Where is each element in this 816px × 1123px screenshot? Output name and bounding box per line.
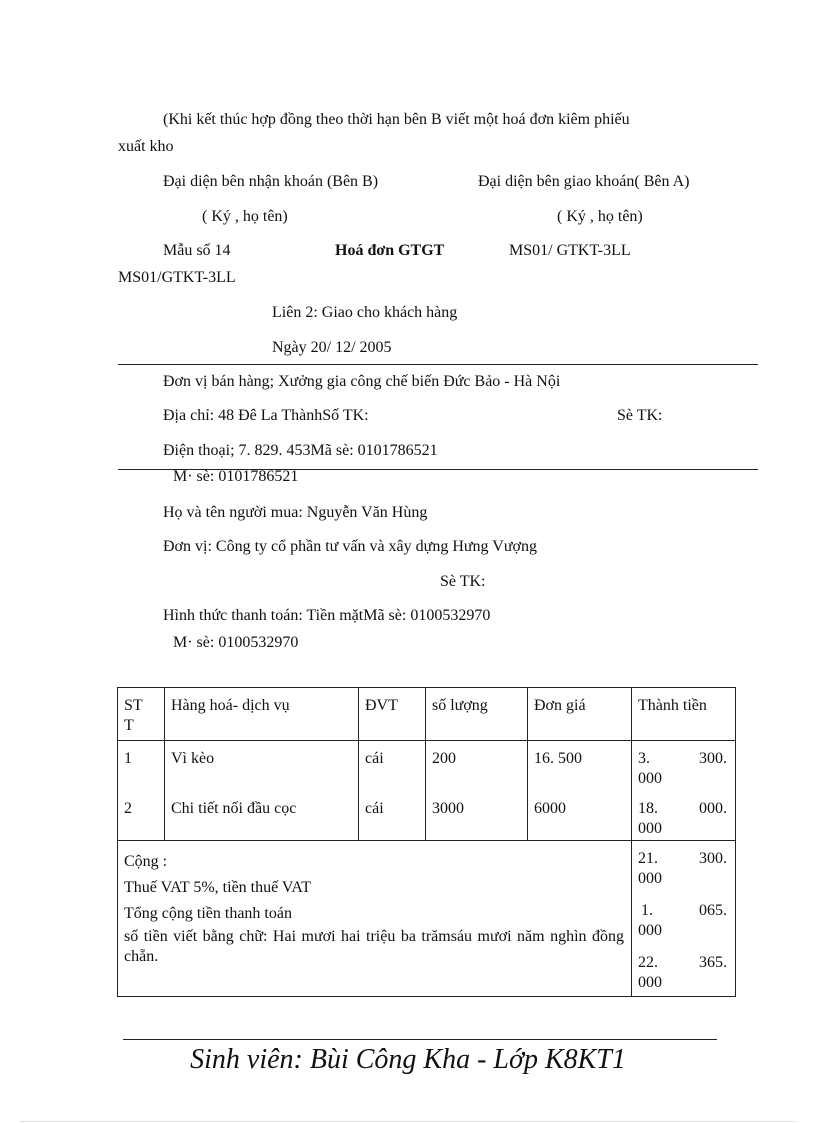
intro-line-2: xuất kho	[118, 138, 174, 155]
buyer-tax-code: M· sè: 0100532970	[173, 634, 299, 651]
signature-left-sign: ( Ký , họ tên)	[202, 208, 288, 225]
table-row	[118, 741, 736, 841]
form-number: Mẫu số 14	[163, 242, 231, 259]
seller-account: Sè TK:	[617, 407, 663, 424]
vat-label: Thuế VAT 5%, tiền thuế VAT	[124, 879, 311, 896]
table-summary-row	[118, 841, 736, 997]
header-stt: ST T	[118, 688, 165, 741]
header-item: Hàng hoá- dịch vụ	[165, 688, 359, 741]
cell-unit: cái cái	[359, 741, 426, 841]
invoice-title: Hoá đơn GTGT	[335, 242, 445, 259]
seller-tax-code: M· sè: 0101786521	[173, 468, 299, 485]
invoice-code-right: MS01/ GTKT-3LL	[509, 242, 631, 259]
cell-item: Vì kèo Chi tiết nối đầu cọc	[165, 741, 359, 841]
amount-in-words: số tiền viết bằng chữ: Hai mươi hai triệu ba trămsáu mươi năm nghìn đồng chẵn.	[124, 928, 624, 965]
header-amount: Thành tiền	[632, 688, 736, 741]
seller-phone: Điện thoại; 7. 829. 453Mã sè: 0101786521	[163, 442, 438, 459]
signature-left-title: Đại diện bên nhận khoán (Bên B)	[163, 173, 379, 190]
divider	[118, 364, 758, 365]
intro-line-1: (Khi kết thúc hợp đồng theo thời hạn bên B viết một hoá đơn kiêm phiếu	[163, 111, 630, 128]
cell-stt: 1 2	[118, 741, 165, 841]
invoice-table	[117, 687, 736, 997]
footer-author: Sinh viên: Bùi Công Kha - Lớp K8KT1	[190, 1044, 626, 1075]
seller-unit: Đơn vị bán hàng; Xưởng gia công chế biến Đức Bảo - Hà Nội	[163, 373, 561, 390]
cell-qty: 200 3000	[426, 741, 528, 841]
grand-total-label: Tổng cộng tiền thanh toán	[124, 905, 292, 922]
page-edge	[20, 1121, 796, 1122]
buyer-name: Họ và tên người mua: Nguyễn Văn Hùng	[163, 504, 428, 521]
seller-address: Địa chỉ: 48 Đê La ThànhSố TK:	[163, 407, 369, 424]
buyer-account: Sè TK:	[440, 573, 486, 590]
total-label: Cộng :	[124, 853, 168, 870]
table-header-row	[118, 688, 736, 741]
header-unit: ĐVT	[359, 688, 426, 741]
summary-amounts: 21. 300. 000 1. 065. 000 22. 365. 000	[632, 841, 736, 997]
invoice-copy: Liên 2: Giao cho khách hàng	[272, 304, 458, 321]
header-qty: số lượng	[426, 688, 528, 741]
cell-price: 16. 500 6000	[528, 741, 632, 841]
invoice-date: Ngày 20/ 12/ 2005	[272, 339, 392, 356]
summary-labels	[118, 841, 632, 997]
buyer-unit: Đơn vị: Công ty cổ phần tư vấn và xây dựng Hưng Vượng	[163, 538, 537, 555]
signature-right-title: Đại diện bên giao khoán( Bên A)	[478, 173, 690, 190]
signature-right-sign: ( Ký , họ tên)	[557, 208, 643, 225]
cell-amount: 3. 300. 000 18. 000. 000	[632, 741, 736, 841]
header-price: Đơn giá	[528, 688, 632, 741]
invoice-code-left: MS01/GTKT-3LL	[118, 269, 236, 286]
buyer-payment: Hình thức thanh toán: Tiền mặtMã sè: 0100532970	[163, 607, 491, 624]
